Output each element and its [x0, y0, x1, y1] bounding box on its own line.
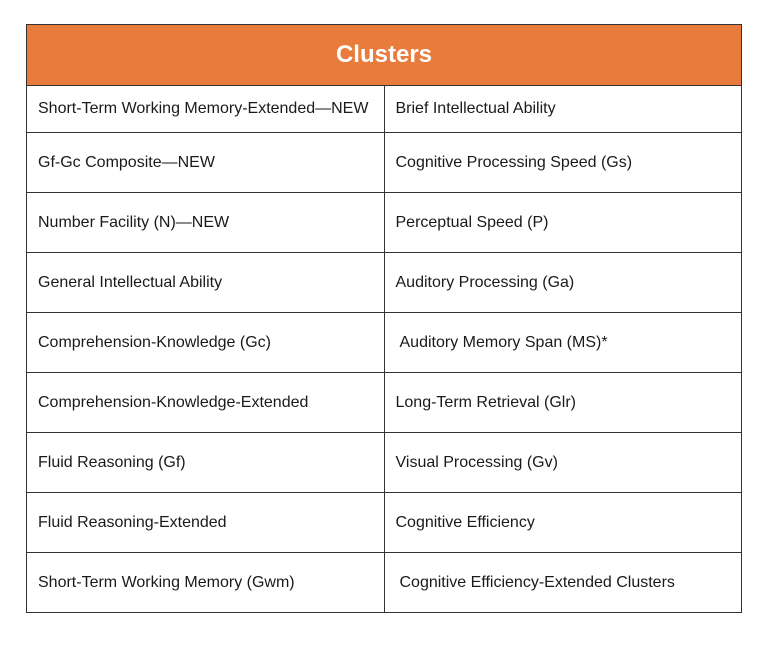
- table-cell-right: Cognitive Processing Speed (Gs): [384, 133, 742, 193]
- table-cell-right: Auditory Processing (Ga): [384, 253, 742, 313]
- table-cell-left: Gf-Gc Composite—NEW: [27, 133, 385, 193]
- table-cell-right: Visual Processing (Gv): [384, 433, 742, 493]
- table-row: [27, 553, 742, 613]
- table-cell-right: Brief Intellectual Ability: [384, 86, 742, 133]
- table-cell-left: Comprehension-Knowledge-Extended: [27, 373, 385, 433]
- table-cell-left: Short-Term Working Memory (Gwm): [27, 553, 385, 613]
- table-cell-left: Number Facility (N)—NEW: [27, 193, 385, 253]
- table-cell-left: Short-Term Working Memory-Extended—NEW: [27, 86, 385, 133]
- table-cell-left: Fluid Reasoning (Gf): [27, 433, 385, 493]
- table-cell-right: Long-Term Retrieval (Glr): [384, 373, 742, 433]
- table-cell-right: Cognitive Efficiency: [384, 493, 742, 553]
- table-cell-left: Comprehension-Knowledge (Gc): [27, 313, 385, 373]
- table-row: [27, 433, 742, 493]
- table-row: [27, 373, 742, 433]
- table-cell-right: Perceptual Speed (P): [384, 193, 742, 253]
- table-row: [27, 253, 742, 313]
- table-cell-left: General Intellectual Ability: [27, 253, 385, 313]
- table-row: [27, 86, 742, 133]
- table-cell-right: Auditory Memory Span (MS)*: [384, 313, 742, 373]
- clusters-table: [26, 24, 742, 613]
- table-row: [27, 133, 742, 193]
- table-cell-right: Cognitive Efficiency-Extended Clusters: [384, 553, 742, 613]
- table-title: Clusters: [27, 25, 742, 86]
- table-row: [27, 493, 742, 553]
- table-row: [27, 193, 742, 253]
- table-cell-left: Fluid Reasoning-Extended: [27, 493, 385, 553]
- table-header-row: [27, 25, 742, 86]
- table-row: [27, 313, 742, 373]
